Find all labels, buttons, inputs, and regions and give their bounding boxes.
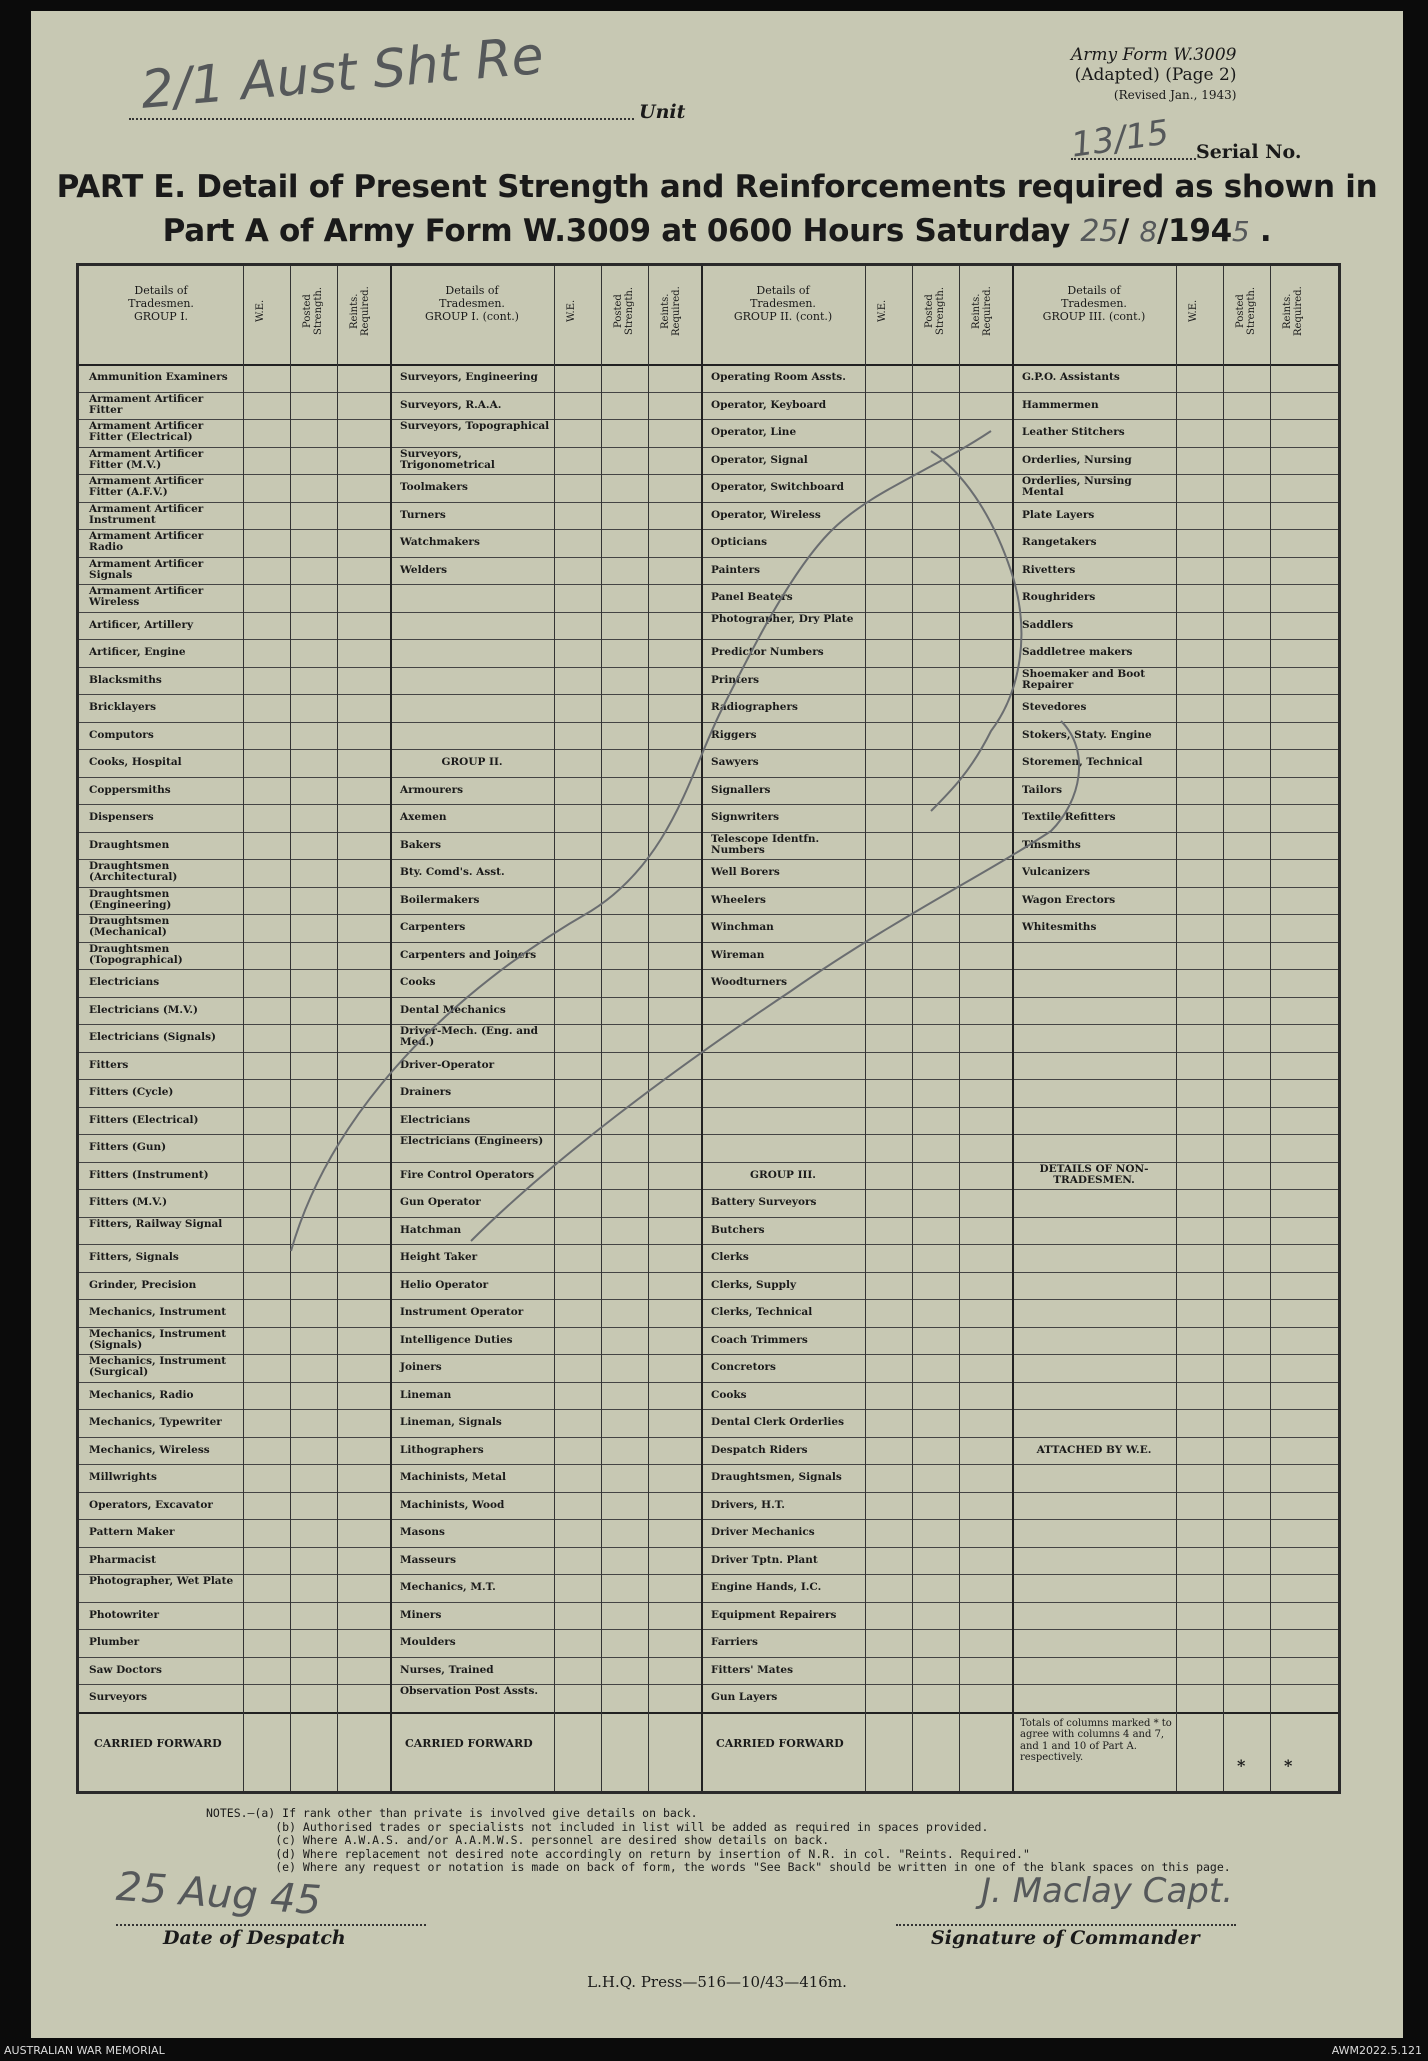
sub-header-reinf: Reints. Required. [349, 286, 371, 336]
trade-row: Clerks, Technical [711, 1306, 813, 1318]
trade-row: Helio Operator [400, 1278, 489, 1291]
trade-row: Machinists, Metal [400, 1471, 506, 1483]
trade-row: Electricians (Signals) [89, 1031, 217, 1043]
unit-dotted-line [129, 118, 634, 120]
press-imprint: L.H.Q. Press—516—10/43—416m. [587, 1973, 847, 1991]
trade-row: Blacksmiths [89, 673, 162, 686]
notes-block [206, 1807, 1231, 1875]
trade-row: Surveyors, Topographical [400, 420, 550, 432]
trade-row: Mechanics, Radio [89, 1388, 194, 1401]
trade-row: Plate Layers [1022, 508, 1095, 521]
row-line [79, 1134, 1338, 1135]
trade-row: Lineman [400, 1388, 452, 1401]
trade-row: Machinists, Wood [400, 1498, 505, 1511]
posted-total-star: * [1237, 1755, 1246, 1775]
trade-row: Saw Doctors [89, 1663, 162, 1676]
trade-row: Pharmacist [89, 1553, 156, 1566]
trade-row: Roughriders [1022, 591, 1096, 603]
trade-row: Plumber [89, 1636, 140, 1648]
row-line [79, 392, 1338, 393]
row-line [79, 1382, 1338, 1383]
trade-row: Carpenters [400, 921, 466, 933]
trade-row: GROUP II. [441, 756, 503, 768]
trade-row: Signwriters [711, 811, 780, 823]
trade-row: Masseurs [400, 1553, 457, 1566]
trade-row: GROUP III. [750, 1168, 816, 1181]
trade-row: Surveyors [89, 1691, 148, 1703]
sub-column-line [1270, 266, 1271, 1791]
signature-label: Signature of Commander [931, 1927, 1200, 1949]
trade-row: Dispensers [89, 811, 154, 823]
trade-row: Fitters (Electrical) [89, 1113, 199, 1126]
row-line [79, 667, 1338, 668]
trade-row: Artificer, Engine [89, 646, 186, 658]
trade-row: Armament Artificer Fitter (A.F.V.) [89, 475, 204, 498]
row-line [79, 1464, 1338, 1465]
trade-row: Wagon Erectors [1022, 893, 1116, 906]
signature-dotted-line [896, 1924, 1236, 1926]
trade-row: Wheelers [711, 893, 766, 906]
footer-accession: AWM2022.5.121 [1331, 2044, 1422, 2057]
row-line [79, 502, 1338, 503]
page-title [31, 165, 1403, 254]
row-line [79, 969, 1338, 970]
trade-row: Mechanics, Instrument (Surgical) [89, 1355, 227, 1378]
row-line [79, 859, 1338, 860]
trade-row: Orderlies, Nursing Mental [1022, 475, 1132, 498]
trade-row: Fitters' Mates [711, 1663, 794, 1676]
trade-row: Armament Artificer Fitter (Electrical) [89, 420, 204, 443]
trade-row: Lithographers [400, 1443, 484, 1456]
row-line [79, 1629, 1338, 1630]
trade-row: Cooks, Hospital [89, 756, 182, 768]
row-line [79, 832, 1338, 833]
trade-row: Lineman, Signals [400, 1416, 502, 1428]
row-line [79, 419, 1338, 420]
sub-header-posted: Posted Strength. [924, 286, 946, 336]
trade-row: Clerks, Supply [711, 1278, 797, 1291]
row-line [79, 1684, 1338, 1685]
unit-handwriting: 2/1 Aust Sht Re [138, 25, 546, 121]
trade-row: Textile Refitters [1022, 811, 1116, 823]
row-line [79, 1272, 1338, 1273]
note-line: NOTES.—(a) If rank other than private is involved give details on back. [206, 1806, 698, 1820]
trade-row: Armament Artificer Fitter (M.V.) [89, 447, 204, 471]
trade-row: Electricians (M.V.) [89, 1003, 199, 1016]
sub-column-line [648, 266, 649, 1791]
trade-row: Stokers, Staty. Engine [1022, 728, 1152, 741]
totals-note: Totals of columns marked * to agree with columns 4 and 7, and 1 and 10 of Part A. respectively. [1020, 1717, 1172, 1763]
note-line: (b) Authorised trades or specialists not included in list will be added as required in spaces provided. [206, 1819, 989, 1834]
sub-header-posted: Posted Strength. [613, 286, 635, 336]
row-line [79, 722, 1338, 723]
trade-row: Cooks [711, 1388, 747, 1401]
row-line [79, 694, 1338, 695]
trade-row: Grinder, Precision [89, 1278, 197, 1291]
trade-row: Cooks [400, 976, 436, 988]
row-line [79, 1657, 1338, 1658]
form-revised: (Revised Jan., 1943) [1113, 88, 1237, 102]
trade-row: Radiographers [711, 701, 798, 713]
trade-row: Electricians (Engineers) [400, 1135, 544, 1147]
group-header-3: Details of Tradesmen. GROUP II. (cont.) [733, 284, 833, 323]
trade-row: Vulcanizers [1022, 866, 1091, 878]
trade-row: Draughtsmen (Architectural) [89, 860, 178, 883]
sub-column-line [1223, 266, 1224, 1791]
trade-row: Hammermen [1022, 398, 1099, 411]
title-day-hand: 25 [1080, 214, 1118, 249]
group-header-1: Details of Tradesmen. GROUP I. [128, 284, 194, 323]
form-number: Army Form W.3009 [1071, 45, 1237, 65]
trade-row: Opticians [711, 536, 768, 548]
row-line [79, 557, 1338, 558]
sub-header-reinf: Reints. Required. [971, 286, 993, 336]
row-line [79, 639, 1338, 640]
sub-column-line [912, 266, 913, 1791]
trade-row: Mechanics, Wireless [89, 1443, 210, 1456]
trade-row: Artificer, Artillery [89, 618, 194, 631]
trade-row: Armourers [400, 783, 464, 796]
carried-forward-line [79, 1712, 1338, 1714]
trade-row: Engine Hands, I.C. [711, 1581, 822, 1593]
trade-row: Printers [711, 673, 760, 686]
trade-row: Nurses, Trained [400, 1663, 494, 1676]
row-line [79, 1162, 1338, 1163]
trade-row: Pattern Maker [89, 1526, 175, 1538]
trade-row: Driver Tptn. Plant [711, 1553, 818, 1566]
despatch-dotted-line [116, 1924, 426, 1926]
note-line: (d) Where replacement not desired note accordingly on return by insertion of N.R. in col. "Reints. Required." [206, 1846, 1030, 1861]
row-line [79, 1024, 1338, 1025]
sub-header-posted: Posted Strength. [1235, 286, 1257, 336]
trade-row: Electricians [400, 1113, 471, 1126]
reinf-total-star: * [1284, 1755, 1293, 1775]
trade-row: Boilermakers [400, 893, 480, 906]
trade-row: Fitters (Instrument) [89, 1168, 209, 1181]
row-line [79, 1547, 1338, 1548]
row-line [79, 612, 1338, 613]
sub-header-posted: Posted Strength. [302, 286, 324, 336]
title-line-1: PART E. Detail of Present Strength and Reinforcements required as shown in [56, 169, 1378, 205]
trade-row: Observation Post Assts. [400, 1685, 539, 1697]
trade-row: Riggers [711, 728, 757, 741]
trade-row: Orderlies, Nursing [1022, 453, 1132, 466]
trade-row: Fitters, Railway Signal [89, 1217, 223, 1230]
row-line [79, 1052, 1338, 1053]
trade-row: Height Taker [400, 1251, 478, 1263]
trade-row: Saddlers [1022, 618, 1074, 631]
trade-row: Axemen [400, 811, 447, 823]
unit-label: Unit [639, 101, 686, 123]
group-divider [1012, 266, 1014, 1791]
strength-table [76, 263, 1341, 1794]
trade-row: Panel Beaters [711, 591, 793, 603]
sub-column-line [601, 266, 602, 1791]
trade-row: Mechanics, Instrument (Signals) [89, 1327, 227, 1351]
trade-row: Carpenters and Joiners [400, 948, 537, 961]
sub-column-line [243, 266, 244, 1791]
trade-row: Clerks [711, 1251, 749, 1263]
row-line [79, 804, 1338, 805]
trade-row: Drainers [400, 1086, 452, 1098]
group-header-2: Details of Tradesmen. GROUP I. (cont.) [425, 284, 519, 323]
trade-row: Surveyors, R.A.A. [400, 398, 502, 411]
trade-row: Gun Operator [400, 1196, 481, 1208]
sub-column-line [1176, 266, 1177, 1791]
form-adapted: (Adapted) (Page 2) [1074, 65, 1237, 85]
row-line [79, 1107, 1338, 1108]
trade-row: Draughtsmen, Signals [711, 1471, 842, 1483]
trade-row: Bty. Comd's. Asst. [400, 866, 505, 878]
trade-row: Leather Stitchers [1022, 426, 1125, 438]
trade-row: Signallers [711, 783, 771, 796]
trade-row: Driver-Mech. (Eng. and Med.) [400, 1025, 538, 1048]
trade-row: Operating Room Assts. [711, 371, 846, 383]
row-line [79, 529, 1338, 530]
sub-header-reinf: Reints. Required. [660, 286, 682, 336]
sub-column-line [554, 266, 555, 1791]
trade-row: Tailors [1022, 783, 1063, 796]
trade-row: Intelligence Duties [400, 1333, 513, 1346]
trade-row: Saddletree makers [1022, 646, 1133, 658]
title-end: . [1259, 213, 1272, 249]
sub-header-we: W.E. [877, 299, 888, 323]
trade-row: Fitters (Cycle) [89, 1086, 174, 1098]
title-sep2: /194 [1157, 213, 1232, 249]
trade-row: Despatch Riders [711, 1443, 808, 1456]
row-line [79, 887, 1338, 888]
trade-row: Joiners [400, 1361, 442, 1373]
row-line [79, 1574, 1338, 1575]
trade-row: Operator, Wireless [711, 508, 821, 521]
trade-row: Moulders [400, 1636, 456, 1648]
trade-row: Fitters (Gun) [89, 1141, 167, 1153]
row-line [79, 942, 1338, 943]
trade-row: Armament Artificer Wireless [89, 585, 204, 608]
trade-row: Rivetters [1022, 563, 1076, 576]
trade-row: Woodturners [711, 976, 788, 988]
trade-row: Operator, Line [711, 426, 797, 438]
trade-row: Armament Artificer Instrument [89, 502, 204, 526]
trade-row: Farriers [711, 1636, 758, 1648]
trade-row: Draughtsmen (Engineering) [89, 887, 172, 911]
row-line [79, 1327, 1338, 1328]
trade-row: Telescope Identfn. Numbers [711, 832, 820, 856]
row-line [79, 1244, 1338, 1245]
row-line [79, 749, 1338, 750]
trade-row: Stevedores [1022, 701, 1087, 713]
trade-row: Mechanics, Typewriter [89, 1416, 222, 1428]
footer-archive: AUSTRALIAN WAR MEMORIAL [4, 2044, 165, 2057]
trade-row: Well Borers [711, 866, 780, 878]
trade-row: Draughtsmen (Topographical) [89, 942, 183, 966]
row-line [79, 474, 1338, 475]
trade-row: Bakers [400, 838, 442, 851]
trade-row: Draughtsmen [89, 838, 170, 851]
row-line [79, 777, 1338, 778]
trade-row: Instrument Operator [400, 1306, 524, 1318]
trade-row: Wireman [711, 948, 765, 961]
carried-forward-label: CARRIED FORWARD [94, 1736, 222, 1750]
trade-row: Predictor Numbers [711, 646, 824, 658]
row-line [79, 584, 1338, 585]
trade-row: Painters [711, 563, 761, 576]
trade-row: Whitesmiths [1022, 921, 1097, 933]
trade-row: Fitters [89, 1058, 129, 1071]
trade-row: Ammunition Examiners [89, 371, 228, 383]
trade-row: ATTACHED BY W.E. [1036, 1443, 1152, 1456]
trade-row: Surveyors, Trigonometrical [400, 447, 495, 471]
trade-row: Battery Surveyors [711, 1196, 817, 1208]
trade-row: Armament Artificer Radio [89, 530, 204, 553]
sub-header-we: W.E. [1188, 299, 1199, 323]
group-divider [701, 266, 703, 1791]
note-line: (c) Where A.W.A.S. and/or A.A.M.W.S. personnel are desired show details on back. [206, 1833, 830, 1847]
trade-row: Shoemaker and Boot Repairer [1022, 667, 1146, 691]
trade-row: Mechanics, M.T. [400, 1581, 496, 1593]
sub-column-line [959, 266, 960, 1791]
trade-row: Coach Trimmers [711, 1333, 808, 1346]
despatch-label: Date of Despatch [163, 1927, 346, 1949]
row-line [79, 1437, 1338, 1438]
carried-forward-label: CARRIED FORWARD [716, 1736, 844, 1750]
row-line [79, 1354, 1338, 1355]
row-line [79, 1492, 1338, 1493]
trade-row: Armament Artificer Fitter [89, 392, 204, 416]
form-sheet [31, 11, 1403, 2038]
row-line [79, 997, 1338, 998]
serial-label: Serial No. [1196, 141, 1302, 163]
group-divider [390, 266, 392, 1791]
trade-row: G.P.O. Assistants [1022, 371, 1120, 383]
trade-row: Rangetakers [1022, 536, 1097, 548]
serial-handwriting: 13/15 [1068, 112, 1172, 166]
trade-row: Photowriter [89, 1608, 160, 1621]
trade-row: Operator, Switchboard [711, 481, 844, 493]
trade-row: Operator, Signal [711, 453, 808, 466]
sub-column-line [290, 266, 291, 1791]
trade-row: Gun Layers [711, 1691, 778, 1703]
trade-row: Tinsmiths [1022, 838, 1081, 851]
trade-row: Equipment Repairers [711, 1608, 837, 1621]
commander-signature: J. Maclay Capt. [981, 1871, 1234, 1911]
trade-row: Masons [400, 1526, 445, 1538]
row-line [79, 1299, 1338, 1300]
row-line [79, 447, 1338, 448]
trade-row: Computors [89, 728, 154, 741]
trade-row: Concretors [711, 1361, 776, 1373]
carried-forward-label: CARRIED FORWARD [405, 1736, 533, 1750]
title-line-2 [31, 209, 1403, 254]
group-header-4: Details of Tradesmen. GROUP III. (cont.) [1042, 284, 1146, 323]
row-line [79, 914, 1338, 915]
note-line: (e) Where any request or notation is made on back of form, the words "See Back" should be written in one of the blank spaces on this page. [206, 1860, 1231, 1874]
row-line [79, 1602, 1338, 1603]
title-line-2-prefix: Part A of Army Form W.3009 at 0600 Hours Saturday [162, 213, 1070, 249]
title-year-hand: 5 [1231, 215, 1250, 248]
row-line [79, 1217, 1338, 1218]
sub-column-line [865, 266, 866, 1791]
row-line [79, 1409, 1338, 1410]
trade-row: Millwrights [89, 1471, 157, 1483]
trade-row: Fitters, Signals [89, 1251, 179, 1263]
sub-header-we: W.E. [566, 299, 577, 323]
trade-row: Electricians [89, 976, 160, 988]
row-line [79, 1079, 1338, 1080]
trade-row: Fire Control Operators [400, 1168, 535, 1181]
trade-row: Watchmakers [400, 536, 480, 548]
trade-row: Operator, Keyboard [711, 398, 827, 411]
sub-header-reinf: Reints. Required. [1282, 286, 1304, 336]
trade-row: Butchers [711, 1223, 765, 1236]
trade-row: Drivers, H.T. [711, 1498, 785, 1511]
header-bottom-line [79, 364, 1338, 366]
row-line [79, 1519, 1338, 1520]
trade-row: Fitters (M.V.) [89, 1196, 168, 1208]
serial-dotted-line [1071, 158, 1196, 160]
trade-row: Draughtsmen (Mechanical) [89, 915, 170, 938]
sub-column-line [337, 266, 338, 1791]
trade-row: Sawyers [711, 756, 759, 768]
trade-row: Operators, Excavator [89, 1498, 213, 1511]
trade-row: Driver-Operator [400, 1058, 495, 1071]
trade-row: Dental Mechanics [400, 1003, 506, 1016]
trade-row: DETAILS OF NON-TRADESMEN. [1039, 1162, 1149, 1186]
trade-row: Bricklayers [89, 701, 157, 713]
row-line [79, 1189, 1338, 1190]
trade-row: Turners [400, 508, 446, 521]
trade-row: Coppersmiths [89, 783, 171, 796]
trade-row: Surveyors, Engineering [400, 371, 538, 383]
trade-row: Welders [400, 563, 448, 576]
form-reference [1071, 45, 1236, 105]
trade-row: Photographer, Dry Plate [711, 612, 854, 625]
trade-row: Storemen, Technical [1022, 756, 1143, 768]
title-sep1: / [1117, 213, 1130, 249]
despatch-handwriting: 25 Aug 45 [114, 1863, 323, 1925]
sub-header-we: W.E. [255, 299, 266, 323]
title-month-hand: 8 [1139, 215, 1158, 248]
trade-row: Winchman [711, 921, 774, 933]
trade-row: Mechanics, Instrument [89, 1306, 227, 1318]
trade-row: Miners [400, 1608, 442, 1621]
trade-row: Toolmakers [400, 481, 468, 493]
trade-row: Armament Artificer Signals [89, 557, 204, 581]
trade-row: Driver Mechanics [711, 1526, 815, 1538]
trade-row: Dental Clerk Orderlies [711, 1416, 845, 1428]
trade-row: Photographer, Wet Plate [89, 1575, 234, 1587]
trade-row: Hatchman [400, 1223, 462, 1236]
